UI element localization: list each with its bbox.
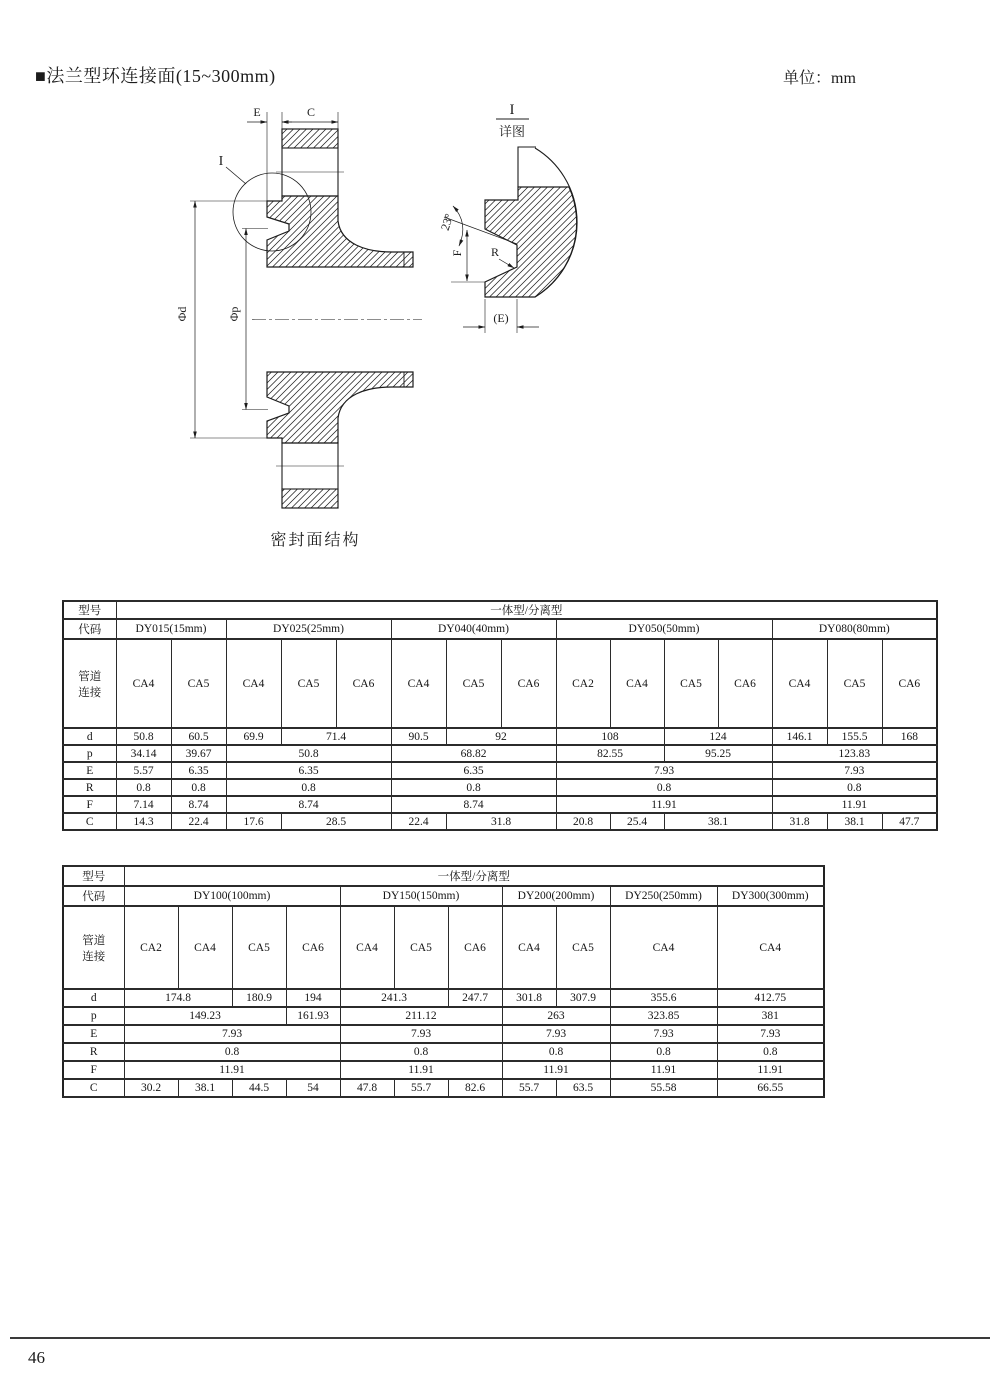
value-cell: 301.8 <box>502 989 556 1007</box>
connection-cell: CA4 <box>610 639 664 728</box>
value-cell: 39.67 <box>171 745 226 762</box>
connection-cell: CA4 <box>391 639 446 728</box>
value-cell: 247.7 <box>448 989 502 1007</box>
detail-face-step <box>518 147 536 187</box>
dim-e-detail-label: (E) <box>493 311 509 325</box>
value-cell: 54 <box>286 1079 340 1097</box>
page-title: ■法兰型环连接面(15~300mm) <box>35 66 276 86</box>
row-label: R <box>63 1043 124 1061</box>
value-cell: 0.8 <box>226 779 391 796</box>
lower-ring-hatched-band <box>282 489 338 508</box>
page-number: 46 <box>28 1348 45 1367</box>
connection-cell: CA6 <box>286 906 340 989</box>
detail-mark-label: I <box>218 154 224 169</box>
connection-cell: CA6 <box>448 906 502 989</box>
value-cell: 0.8 <box>124 1043 340 1061</box>
code-label: 代码 <box>63 886 124 906</box>
dimension-table-15-80 <box>62 600 938 831</box>
upper-ring-hatched-band <box>282 129 338 148</box>
connection-cell: CA5 <box>281 639 336 728</box>
unit-label: 单位：mm <box>783 70 856 87</box>
value-cell: 60.5 <box>171 728 226 745</box>
value-cell: 8.74 <box>391 796 556 813</box>
code-cell: DY080(80mm) <box>772 619 937 639</box>
connection-cell: CA4 <box>502 906 556 989</box>
value-cell: 55.7 <box>502 1079 556 1097</box>
connection-cell: CA5 <box>664 639 718 728</box>
value-cell: 6.35 <box>391 762 556 779</box>
value-cell: 50.8 <box>226 745 391 762</box>
value-cell: 7.93 <box>340 1025 502 1043</box>
value-cell: 11.91 <box>340 1061 502 1079</box>
connection-label: 管道 连接 <box>63 906 124 989</box>
value-cell: 0.8 <box>116 779 171 796</box>
value-cell: 31.8 <box>772 813 827 830</box>
upper-flange-body <box>267 196 413 267</box>
row-label: F <box>63 796 116 813</box>
connection-cell: CA5 <box>446 639 501 728</box>
value-cell: 124 <box>664 728 772 745</box>
code-cell: DY025(25mm) <box>226 619 391 639</box>
value-cell: 0.8 <box>171 779 226 796</box>
value-cell: 381 <box>717 1007 824 1025</box>
dimension-table-100-300 <box>62 865 825 1098</box>
value-cell: 108 <box>556 728 664 745</box>
value-cell: 92 <box>446 728 556 745</box>
value-cell: 71.4 <box>281 728 391 745</box>
connection-cell: CA6 <box>882 639 937 728</box>
footer-rule <box>10 1337 990 1339</box>
value-cell: 95.25 <box>664 745 772 762</box>
value-cell: 412.75 <box>717 989 824 1007</box>
value-cell: 28.5 <box>281 813 391 830</box>
code-cell: DY040(40mm) <box>391 619 556 639</box>
value-cell: 0.8 <box>391 779 556 796</box>
value-cell: 31.8 <box>446 813 556 830</box>
value-cell: 8.74 <box>226 796 391 813</box>
value-cell: 7.14 <box>116 796 171 813</box>
connection-cell: CA4 <box>178 906 232 989</box>
value-cell: 7.93 <box>717 1025 824 1043</box>
row-label: F <box>63 1061 124 1079</box>
model-value: 一体型/分离型 <box>116 601 937 619</box>
value-cell: 0.8 <box>340 1043 502 1061</box>
value-cell: 7.93 <box>772 762 937 779</box>
value-cell: 11.91 <box>124 1061 340 1079</box>
value-cell: 11.91 <box>717 1061 824 1079</box>
value-cell: 6.35 <box>226 762 391 779</box>
connection-cell: CA4 <box>116 639 171 728</box>
code-cell: DY250(250mm) <box>610 886 717 906</box>
code-cell: DY150(150mm) <box>340 886 502 906</box>
connection-cell: CA4 <box>717 906 824 989</box>
detail-view <box>444 119 577 333</box>
angle-label: 23° <box>437 211 457 233</box>
value-cell: 323.85 <box>610 1007 717 1025</box>
value-cell: 146.1 <box>772 728 827 745</box>
value-cell: 30.2 <box>124 1079 178 1097</box>
value-cell: 55.7 <box>394 1079 448 1097</box>
row-label: R <box>63 779 116 796</box>
value-cell: 14.3 <box>116 813 171 830</box>
connection-cell: CA5 <box>394 906 448 989</box>
connection-cell: CA5 <box>556 906 610 989</box>
connection-cell: CA6 <box>501 639 556 728</box>
value-cell: 0.8 <box>556 779 772 796</box>
value-cell: 11.91 <box>556 796 772 813</box>
model-label: 型号 <box>63 601 116 619</box>
model-value: 一体型/分离型 <box>124 866 824 886</box>
radius-leader <box>499 259 514 268</box>
value-cell: 63.5 <box>556 1079 610 1097</box>
connection-cell: CA5 <box>827 639 882 728</box>
detail-subtitle: 详图 <box>498 124 526 139</box>
code-cell: DY100(100mm) <box>124 886 340 906</box>
value-cell: 90.5 <box>391 728 446 745</box>
connection-cell: CA4 <box>226 639 281 728</box>
detail-hatched-body <box>485 187 577 297</box>
value-cell: 38.1 <box>664 813 772 830</box>
value-cell: 22.4 <box>391 813 446 830</box>
value-cell: 38.1 <box>178 1079 232 1097</box>
value-cell: 194 <box>286 989 340 1007</box>
value-cell: 0.8 <box>502 1043 610 1061</box>
row-label: C <box>63 813 116 830</box>
dim-f-label: F <box>450 249 464 257</box>
value-cell: 168 <box>882 728 937 745</box>
value-cell: 123.83 <box>772 745 937 762</box>
detail-title: I <box>509 102 515 118</box>
value-cell: 7.93 <box>610 1025 717 1043</box>
model-label: 型号 <box>63 866 124 886</box>
value-cell: 25.4 <box>610 813 664 830</box>
dim-c-label: C <box>306 105 316 119</box>
radius-label: R <box>490 245 500 259</box>
connection-cell: CA6 <box>336 639 391 728</box>
detail-leader-line <box>226 167 246 184</box>
row-label: E <box>63 762 116 779</box>
code-cell: DY300(300mm) <box>717 886 824 906</box>
value-cell: 263 <box>502 1007 610 1025</box>
value-cell: 7.93 <box>124 1025 340 1043</box>
value-cell: 50.8 <box>116 728 171 745</box>
value-cell: 17.6 <box>226 813 281 830</box>
value-cell: 82.6 <box>448 1079 502 1097</box>
code-cell: DY200(200mm) <box>502 886 610 906</box>
value-cell: 241.3 <box>340 989 448 1007</box>
value-cell: 68.82 <box>391 745 556 762</box>
connection-cell: CA2 <box>124 906 178 989</box>
value-cell: 55.58 <box>610 1079 717 1097</box>
value-cell: 22.4 <box>171 813 226 830</box>
row-label: p <box>63 1007 124 1025</box>
value-cell: 174.8 <box>124 989 232 1007</box>
connection-cell: CA2 <box>556 639 610 728</box>
dim-e-label: E <box>253 105 261 119</box>
connection-label: 管道 连接 <box>63 639 116 728</box>
connection-cell: CA4 <box>610 906 717 989</box>
value-cell: 0.8 <box>772 779 937 796</box>
value-cell: 7.93 <box>502 1025 610 1043</box>
value-cell: 0.8 <box>717 1043 824 1061</box>
value-cell: 0.8 <box>610 1043 717 1061</box>
row-label: C <box>63 1079 124 1097</box>
value-cell: 47.7 <box>882 813 937 830</box>
value-cell: 11.91 <box>610 1061 717 1079</box>
value-cell: 66.55 <box>717 1079 824 1097</box>
dia-pitch-label: Φp <box>227 306 241 322</box>
value-cell: 47.8 <box>340 1079 394 1097</box>
main-view <box>190 112 422 508</box>
row-label: d <box>63 989 124 1007</box>
connection-cell: CA5 <box>171 639 226 728</box>
value-cell: 7.93 <box>556 762 772 779</box>
value-cell: 6.35 <box>171 762 226 779</box>
value-cell: 44.5 <box>232 1079 286 1097</box>
value-cell: 34.14 <box>116 745 171 762</box>
value-cell: 20.8 <box>556 813 610 830</box>
row-label: E <box>63 1025 124 1043</box>
code-label: 代码 <box>63 619 116 639</box>
value-cell: 82.55 <box>556 745 664 762</box>
value-cell: 11.91 <box>772 796 937 813</box>
value-cell: 5.57 <box>116 762 171 779</box>
value-cell: 155.5 <box>827 728 882 745</box>
value-cell: 211.12 <box>340 1007 502 1025</box>
code-cell: DY015(15mm) <box>116 619 226 639</box>
connection-cell: CA4 <box>772 639 827 728</box>
value-cell: 11.91 <box>502 1061 610 1079</box>
technical-drawing <box>0 0 1000 575</box>
connection-cell: CA6 <box>718 639 772 728</box>
value-cell: 307.9 <box>556 989 610 1007</box>
value-cell: 355.6 <box>610 989 717 1007</box>
value-cell: 180.9 <box>232 989 286 1007</box>
value-cell: 38.1 <box>827 813 882 830</box>
drawing-caption: 密封面结构 <box>270 532 361 549</box>
code-cell: DY050(50mm) <box>556 619 772 639</box>
lower-flange-body <box>267 372 413 443</box>
connection-cell: CA5 <box>232 906 286 989</box>
value-cell: 8.74 <box>171 796 226 813</box>
connection-cell: CA4 <box>340 906 394 989</box>
flange-section-drawing <box>0 0 1000 570</box>
row-label: d <box>63 728 116 745</box>
value-cell: 69.9 <box>226 728 281 745</box>
row-label: p <box>63 745 116 762</box>
dia-outer-label: Φd <box>175 306 189 322</box>
value-cell: 149.23 <box>124 1007 286 1025</box>
value-cell: 161.93 <box>286 1007 340 1025</box>
angle-arc <box>453 206 463 246</box>
